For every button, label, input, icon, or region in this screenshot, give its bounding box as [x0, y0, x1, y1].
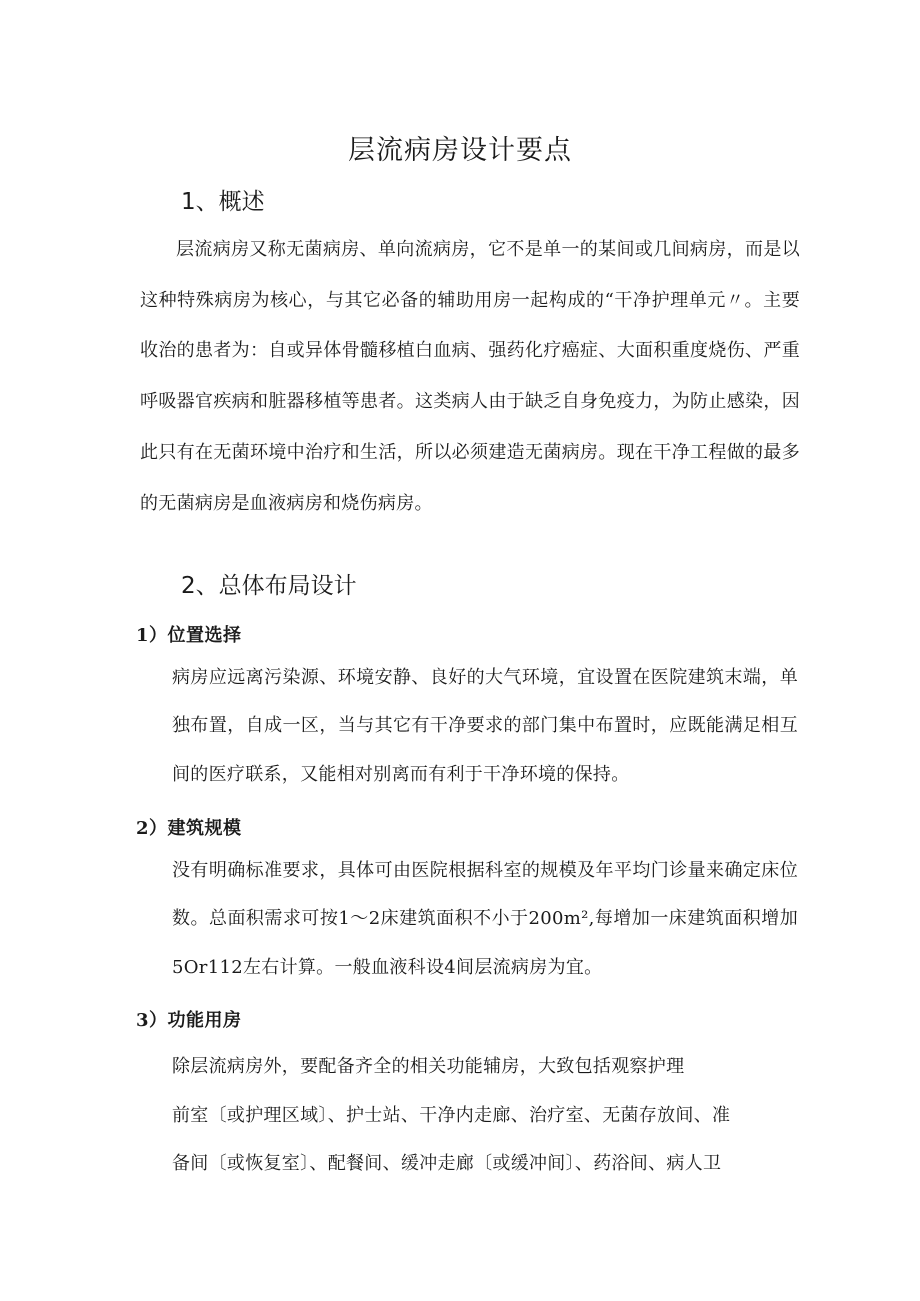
- overview-paragraph: 层流病房又称无菌病房、单向流病房，它不是单一的某间或几间病房，而是以这种特殊病房为核心，与其它必备的辅助用房一起构成的“干净护理单元〃。主要收治的患者为：自或异体骨髓移植白血病、强药化疗癌症、大面积重度烧伤、严重呼吸器官疾病和脏器移植等患者。这类病人由于缺乏自身免疫力，为防止感染，因此只有在无菌环境中治疗和生活，所以必须建造无菌病房。现在干净工程做的最多的无菌病房是血液病房和烧伤病房。: [140, 239, 800, 514]
- function-rooms-line: 前室〔或护理区域〕、护士站、干净内走廊、治疗室、无菌存放间、准: [172, 1105, 731, 1126]
- document-title: 层流病房设计要点: [348, 135, 572, 166]
- location-paragraph: 病房应远离污染源、环境安静、良好的大气环境，宜设置在医院建筑末端，单独布置，自成一区，当与其它有干净要求的部门集中布置时，应既能满足相互间的医疗联系，又能相对别离而有利于干净环境的保持。: [172, 667, 798, 785]
- subsection-heading-location: 1）位置选择: [136, 625, 242, 646]
- section-heading-layout: 2、总体布局设计: [181, 573, 357, 599]
- subsection-heading-scale: 2）建筑规模: [136, 818, 242, 839]
- function-rooms-line: 备间〔或恢复室〕、配餐间、缓冲走廊〔或缓冲间〕、药浴间、病人卫: [172, 1153, 722, 1174]
- section-heading-overview: 1、概述: [181, 189, 265, 215]
- function-rooms-line: 除层流病房外，要配备齐全的相关功能辅房，大致包括观察护理: [172, 1056, 685, 1077]
- subsection-heading-function-rooms: 3）功能用房: [136, 1010, 242, 1031]
- scale-paragraph: 没有明确标准要求，具体可由医院根据科室的规模及年平均门诊量来确定床位数。总面积需求可按1～2床建筑面积不小于200m²,每增加一床建筑面积增加5Or112左右计算。一般血液科设4间层流病房为宜。: [172, 860, 798, 978]
